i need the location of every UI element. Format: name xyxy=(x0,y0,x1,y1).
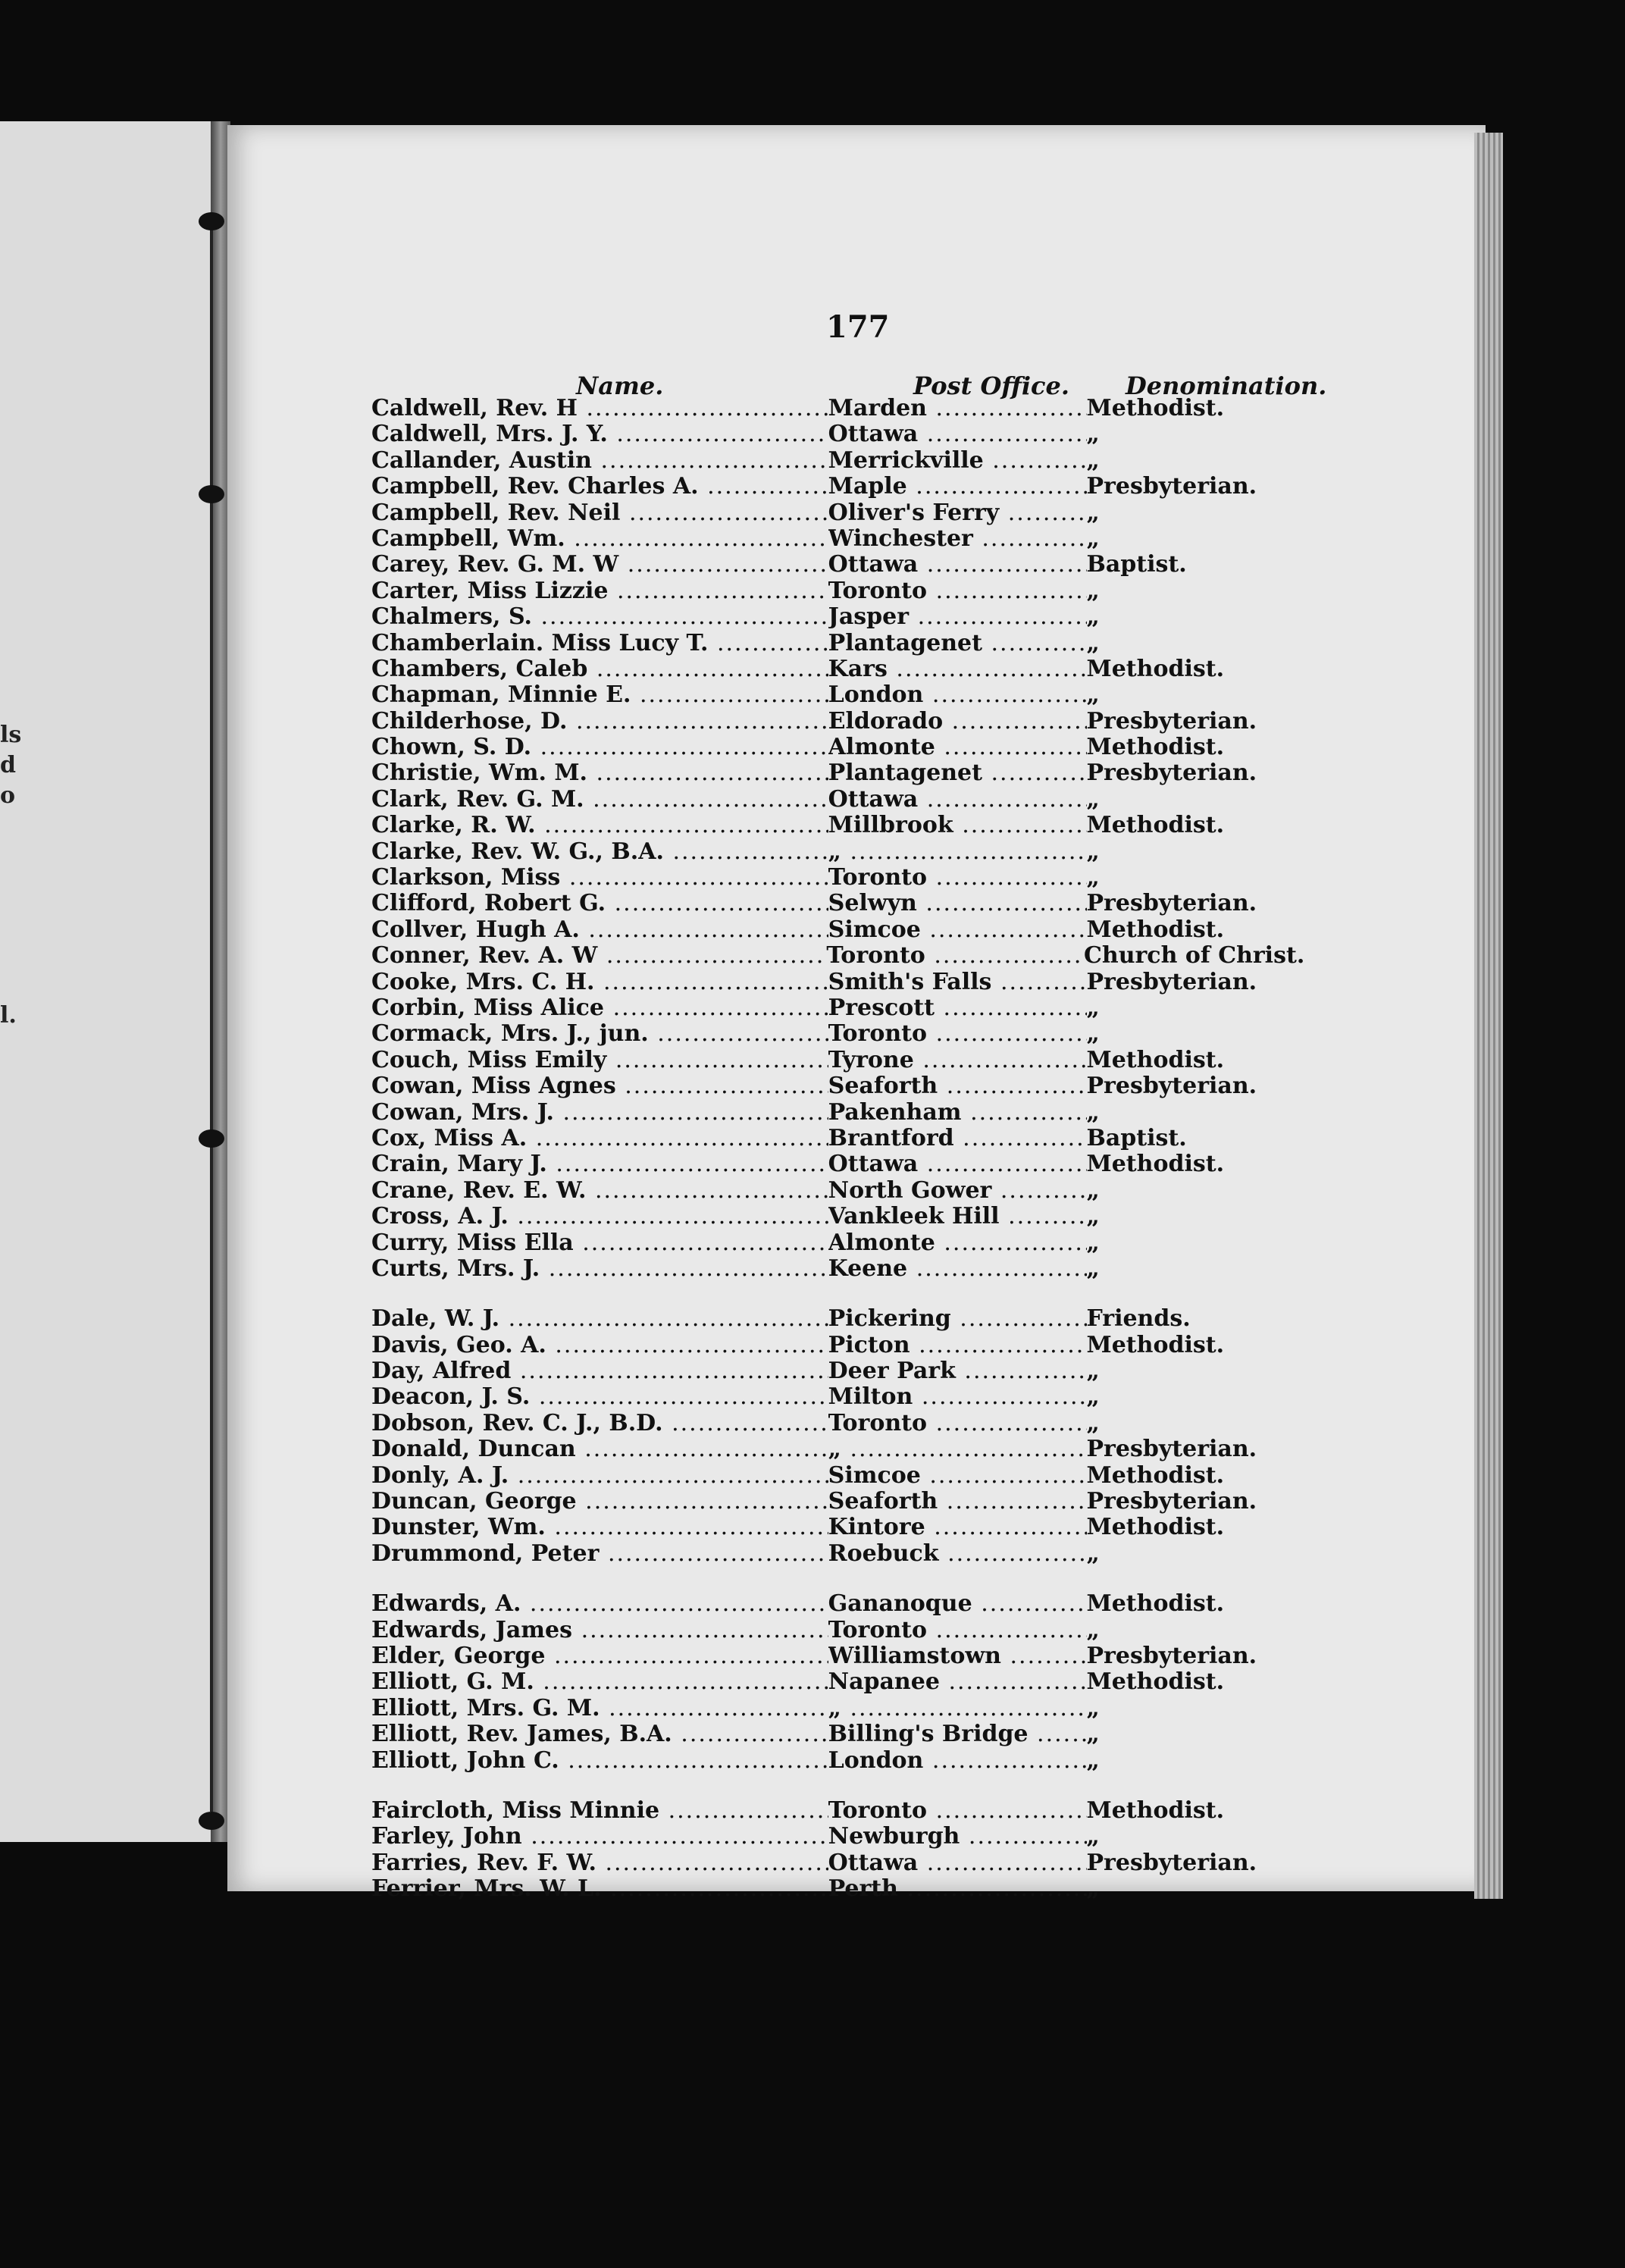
entry-denomination: „ xyxy=(1086,838,1100,865)
entry-name: Faircloth, Miss Minnie ..... xyxy=(371,1798,828,1824)
entry-denomination: Methodist. xyxy=(1086,395,1225,421)
entry-name: Cross, A. J. ..... xyxy=(371,1204,828,1230)
entry-post-office: Keene ..... xyxy=(828,1256,1087,1282)
entry-denomination: „ xyxy=(1086,1229,1100,1256)
entry-denomination: Presbyterian. xyxy=(1086,473,1257,500)
directory-entry xyxy=(371,839,1304,865)
entry-denomination: „ xyxy=(1086,1098,1100,1126)
entry-post-office: Picton ..... xyxy=(828,1333,1087,1358)
entry-denomination: Methodist. xyxy=(1086,734,1225,761)
entry-post-office: London ..... xyxy=(828,1748,1087,1774)
entry-post-office: Smith's Falls ..... xyxy=(828,970,1087,995)
entry-post-office: Perth ..... xyxy=(828,1876,1087,1902)
entry-post-office: Oliver's Ferry ..... xyxy=(828,500,1087,526)
entry-post-office: Newburgh ..... xyxy=(828,1824,1087,1850)
entry-denomination: „ xyxy=(1086,1875,1100,1903)
left-page-fragment: o xyxy=(0,782,16,809)
entry-name: Farries, Rev. F. W. ..... xyxy=(371,1850,828,1876)
entry-name: Edwards, James ..... xyxy=(371,1618,828,1643)
entry-name: Collver, Hugh A. ..... xyxy=(371,917,828,943)
directory-entry xyxy=(371,1850,1304,1876)
directory-entry xyxy=(371,1489,1304,1515)
directory-entry xyxy=(371,787,1304,813)
directory-entry xyxy=(371,735,1304,760)
entry-name: Chamberlain. Miss Lucy T. ..... xyxy=(371,631,828,656)
entry-name: Donly, A. J. ..... xyxy=(371,1463,828,1489)
directory-entry xyxy=(371,1748,1304,1774)
entry-name: Farley, John ..... xyxy=(371,1824,828,1850)
entry-name: Clarke, Rev. W. G., B.A. ..... xyxy=(371,839,828,865)
left-page-fragment: d xyxy=(0,752,16,778)
entry-denomination: Methodist. xyxy=(1086,1046,1225,1073)
left-page-fragment: ls xyxy=(0,722,22,748)
entry-denomination: „ xyxy=(1086,994,1100,1021)
directory-entry xyxy=(371,1333,1304,1358)
binding-thread xyxy=(208,212,215,1812)
thread-knot xyxy=(199,1812,224,1830)
entry-denomination: Methodist. xyxy=(1086,812,1225,839)
entry-denomination: Baptist. xyxy=(1086,1124,1187,1151)
entry-name: Campbell, Rev. Charles A. ..... xyxy=(371,474,828,500)
entry-name: Ferrier, Mrs. W. L. ..... xyxy=(371,1876,828,1902)
entry-denomination: Methodist. xyxy=(1086,1331,1225,1358)
entry-denomination: „ xyxy=(1086,1616,1100,1643)
entry-post-office: Seaforth ..... xyxy=(828,1073,1087,1099)
entry-name: Curry, Miss Ella ..... xyxy=(371,1230,828,1256)
entry-name: Dunster, Wm. ..... xyxy=(371,1515,828,1540)
entry-denomination: „ xyxy=(1086,1255,1100,1282)
directory-entry xyxy=(371,813,1304,838)
page-number: 177 xyxy=(826,309,890,345)
entry-name: Carey, Rev. G. M. W ..... xyxy=(371,552,828,578)
directory-entry xyxy=(371,891,1304,916)
entry-name: Elliott, Rev. James, B.A. ..... xyxy=(371,1721,828,1747)
directory-entry xyxy=(371,1230,1304,1256)
thread-line xyxy=(210,212,213,1812)
entry-name: Cormack, Mrs. J., jun. ..... xyxy=(371,1021,828,1047)
entry-post-office: Gananoque ..... xyxy=(828,1591,1087,1617)
entry-denomination: „ xyxy=(1086,785,1100,813)
entry-denomination: Methodist. xyxy=(1086,1590,1225,1618)
entry-post-office: Prescott ..... xyxy=(828,995,1087,1021)
entry-post-office: Ottawa ..... xyxy=(828,787,1087,813)
entry-denomination: „ xyxy=(1086,446,1100,474)
entry-name: Elliott, Mrs. G. M. ..... xyxy=(371,1696,828,1721)
directory-entry xyxy=(371,970,1304,995)
entry-name: Elliott, John C. ..... xyxy=(371,1748,828,1774)
entry-post-office: „ ..... xyxy=(828,1436,1087,1462)
directory-entry xyxy=(371,474,1304,500)
page-edges xyxy=(1474,133,1503,1899)
directory-entry xyxy=(371,1721,1304,1747)
directory-entry xyxy=(371,526,1304,552)
entry-name: Cox, Miss A. ..... xyxy=(371,1126,828,1151)
entry-name: Clifford, Robert G. ..... xyxy=(371,891,828,916)
column-header-name: Name. xyxy=(576,371,664,400)
entry-post-office: Milton ..... xyxy=(828,1384,1087,1410)
directory-entry xyxy=(371,1306,1304,1332)
directory-entry xyxy=(371,1463,1304,1489)
entry-denomination: „ xyxy=(1086,1721,1100,1748)
directory-entry xyxy=(371,1591,1304,1617)
entry-name: Campbell, Wm. ..... xyxy=(371,526,828,552)
directory-entry xyxy=(371,1178,1304,1204)
entry-denomination: Methodist. xyxy=(1086,1514,1225,1541)
directory-entry xyxy=(371,943,1304,969)
entry-denomination: Presbyterian. xyxy=(1086,1073,1257,1100)
entry-post-office: Ottawa ..... xyxy=(828,552,1087,578)
entry-name: Carter, Miss Lizzie ..... xyxy=(371,578,828,604)
entry-post-office: Merrickville ..... xyxy=(828,448,1087,474)
column-header-denomination: Denomination. xyxy=(1126,371,1327,400)
directory-entry xyxy=(371,396,1304,421)
directory-entry xyxy=(371,1100,1304,1126)
entry-name: Chapman, Minnie E. ..... xyxy=(371,682,828,708)
entry-denomination: „ xyxy=(1086,1823,1100,1850)
directory-entry xyxy=(371,656,1304,682)
column-header-post-office: Post Office. xyxy=(913,371,1069,400)
entry-post-office: Plantagenet ..... xyxy=(828,631,1087,656)
entry-post-office: Brantford ..... xyxy=(828,1126,1087,1151)
entry-post-office: Simcoe ..... xyxy=(828,1463,1087,1489)
directory-entry xyxy=(371,1384,1304,1410)
entry-post-office: Pickering ..... xyxy=(828,1306,1087,1332)
entry-denomination: Friends. xyxy=(1086,1305,1191,1333)
entry-name: Deacon, J. S. ..... xyxy=(371,1384,828,1410)
entry-post-office: Kintore ..... xyxy=(828,1515,1087,1540)
entry-denomination: Presbyterian. xyxy=(1086,1642,1257,1669)
directory-entry xyxy=(371,631,1304,656)
entry-denomination: Baptist. xyxy=(1086,551,1187,578)
entry-name: Elliott, G. M. ..... xyxy=(371,1669,828,1695)
entry-denomination: Methodist. xyxy=(1086,655,1225,682)
entry-name: Day, Alfred ..... xyxy=(371,1358,828,1384)
entry-post-office: Toronto ..... xyxy=(828,1411,1087,1436)
directory-entry xyxy=(371,760,1304,786)
entry-denomination: „ xyxy=(1086,499,1100,526)
directory-entry xyxy=(371,917,1304,943)
entry-name: Donald, Duncan ..... xyxy=(371,1436,828,1462)
entry-denomination: Methodist. xyxy=(1086,1668,1225,1696)
entry-post-office: Kars ..... xyxy=(828,656,1087,682)
entry-post-office: Almonte ..... xyxy=(828,1230,1087,1256)
entry-name: Crain, Mary J. ..... xyxy=(371,1151,828,1177)
directory-entry xyxy=(371,1358,1304,1384)
thread-knot xyxy=(199,485,224,503)
entry-post-office: Almonte ..... xyxy=(828,735,1087,760)
entry-post-office: Eldorado ..... xyxy=(828,709,1087,735)
entry-post-office: Winchester ..... xyxy=(828,526,1087,552)
entry-denomination: Presbyterian. xyxy=(1086,968,1257,995)
directory-entry xyxy=(371,1643,1304,1669)
entry-post-office: Napanee ..... xyxy=(828,1669,1087,1695)
directory-entry xyxy=(371,1876,1304,1902)
entry-denomination: Methodist. xyxy=(1086,1461,1225,1489)
entry-name: Edwards, A. ..... xyxy=(371,1591,828,1617)
directory-entry xyxy=(371,1256,1304,1282)
directory-entry xyxy=(371,1696,1304,1721)
entry-denomination: „ xyxy=(1086,1540,1100,1567)
entry-post-office: Selwyn ..... xyxy=(828,891,1087,916)
left-page-fragment: l. xyxy=(0,1002,17,1029)
entry-denomination: „ xyxy=(1086,1020,1100,1048)
entry-denomination: Presbyterian. xyxy=(1086,760,1257,787)
entry-post-office: Toronto ..... xyxy=(828,1021,1087,1047)
entry-post-office: Simcoe ..... xyxy=(828,917,1087,943)
directory-entry xyxy=(371,1048,1304,1073)
directory-entry xyxy=(371,682,1304,708)
entry-name: Crane, Rev. E. W. ..... xyxy=(371,1178,828,1204)
entry-post-office: North Gower ..... xyxy=(828,1178,1087,1204)
directory-entry xyxy=(371,1021,1304,1047)
entry-post-office: London ..... xyxy=(828,682,1087,708)
entry-denomination: „ xyxy=(1086,1176,1100,1204)
directory-entry xyxy=(371,1618,1304,1643)
entry-post-office: Williamstown ..... xyxy=(828,1643,1087,1669)
entry-post-office: Ottawa ..... xyxy=(828,1850,1087,1876)
entry-denomination: „ xyxy=(1086,1203,1100,1230)
directory-entry xyxy=(371,1151,1304,1177)
entry-denomination: „ xyxy=(1086,421,1100,448)
directory-entry xyxy=(371,448,1304,474)
directory-entry xyxy=(371,1824,1304,1850)
directory-entry xyxy=(371,1669,1304,1695)
entry-name: Elder, George ..... xyxy=(371,1643,828,1669)
entry-name: Caldwell, Rev. H ..... xyxy=(371,396,828,421)
entry-post-office: Pakenham ..... xyxy=(828,1100,1087,1126)
entry-name: Clark, Rev. G. M. ..... xyxy=(371,787,828,813)
left-page xyxy=(0,121,212,1842)
entry-name: Cooke, Mrs. C. H. ..... xyxy=(371,970,828,995)
directory-entry xyxy=(371,1204,1304,1230)
entry-denomination: Presbyterian. xyxy=(1086,890,1257,917)
entry-denomination: „ xyxy=(1086,1383,1100,1411)
directory-entry xyxy=(371,1436,1304,1462)
entry-name: Dale, W. J. ..... xyxy=(371,1306,828,1332)
directory-entry xyxy=(371,1515,1304,1540)
entry-denomination: „ xyxy=(1086,525,1100,552)
entry-denomination: „ xyxy=(1086,1358,1100,1385)
entry-name: Davis, Geo. A. ..... xyxy=(371,1333,828,1358)
entry-name: Childerhose, D. ..... xyxy=(371,709,828,735)
entry-post-office: Roebuck ..... xyxy=(828,1541,1087,1567)
entry-denomination: „ xyxy=(1086,864,1100,891)
thread-knot xyxy=(199,212,224,230)
entry-name: Clarke, R. W. ..... xyxy=(371,813,828,838)
entry-post-office: Tyrone ..... xyxy=(828,1048,1087,1073)
entry-post-office: Ottawa ..... xyxy=(828,421,1087,447)
entry-post-office: Jasper ..... xyxy=(828,604,1087,630)
entry-post-office: Toronto ..... xyxy=(826,943,1084,969)
entry-name: Campbell, Rev. Neil ..... xyxy=(371,500,828,526)
directory-entry xyxy=(371,709,1304,735)
entry-name: Christie, Wm. M. ..... xyxy=(371,760,828,786)
entry-post-office: Toronto ..... xyxy=(828,1798,1087,1824)
entry-post-office: Toronto ..... xyxy=(828,578,1087,604)
entry-name: Cowan, Mrs. J. ..... xyxy=(371,1100,828,1126)
entry-denomination: Methodist. xyxy=(1086,1797,1225,1824)
entry-denomination: Church of Christ. xyxy=(1084,942,1305,970)
entry-name: Caldwell, Mrs. J. Y. ..... xyxy=(371,421,828,447)
entry-name: Chown, S. D. ..... xyxy=(371,735,828,760)
entry-name: Curts, Mrs. J. ..... xyxy=(371,1256,828,1282)
entry-post-office: Toronto ..... xyxy=(828,1618,1087,1643)
directory-entry xyxy=(371,421,1304,447)
entry-name: Conner, Rev. A. W ..... xyxy=(371,943,826,969)
entry-post-office: Maple ..... xyxy=(828,474,1087,500)
directory-entry xyxy=(371,865,1304,891)
entry-name: Couch, Miss Emily ..... xyxy=(371,1048,828,1073)
directory-entry xyxy=(371,578,1304,604)
directory-list xyxy=(371,396,1304,1902)
entry-post-office: „ ..... xyxy=(828,839,1087,865)
directory-entry xyxy=(371,995,1304,1021)
entry-denomination: „ xyxy=(1086,1746,1100,1774)
directory-entry xyxy=(371,1126,1304,1151)
entry-name: Chambers, Caleb ..... xyxy=(371,656,828,682)
directory-entry xyxy=(371,1798,1304,1824)
entry-denomination: Presbyterian. xyxy=(1086,1849,1257,1876)
entry-post-office: Billing's Bridge ..... xyxy=(828,1721,1087,1747)
entry-post-office: Plantagenet ..... xyxy=(828,760,1087,786)
entry-post-office: Millbrook ..... xyxy=(828,813,1087,838)
entry-name: Chalmers, S. ..... xyxy=(371,604,828,630)
directory-entry xyxy=(371,1073,1304,1099)
entry-name: Duncan, George ..... xyxy=(371,1489,828,1515)
entry-denomination: Presbyterian. xyxy=(1086,1436,1257,1463)
entry-post-office: Ottawa ..... xyxy=(828,1151,1087,1177)
entry-denomination: „ xyxy=(1086,681,1100,709)
entry-post-office: Deer Park ..... xyxy=(828,1358,1087,1384)
directory-entry xyxy=(371,552,1304,578)
directory-entry xyxy=(371,1541,1304,1567)
entry-denomination: „ xyxy=(1086,1694,1100,1721)
entry-denomination: Presbyterian. xyxy=(1086,707,1257,735)
directory-entry xyxy=(371,500,1304,526)
entry-name: Cowan, Miss Agnes ..... xyxy=(371,1073,828,1099)
entry-name: Dobson, Rev. C. J., B.D. ..... xyxy=(371,1411,828,1436)
entry-post-office: Marden ..... xyxy=(828,396,1087,421)
entry-denomination: Presbyterian. xyxy=(1086,1488,1257,1515)
left-page-text-fragments xyxy=(0,720,21,1031)
entry-post-office: „ ..... xyxy=(828,1696,1087,1721)
directory-entry xyxy=(371,1411,1304,1436)
entry-name: Drummond, Peter ..... xyxy=(371,1541,828,1567)
entry-denomination: Methodist. xyxy=(1086,1151,1225,1178)
entry-name: Callander, Austin ..... xyxy=(371,448,828,474)
entry-post-office: Seaforth ..... xyxy=(828,1489,1087,1515)
entry-name: Clarkson, Miss ..... xyxy=(371,865,828,891)
entry-denomination: „ xyxy=(1086,1409,1100,1436)
entry-denomination: „ xyxy=(1086,577,1100,604)
entry-denomination: „ xyxy=(1086,603,1100,631)
thread-knot xyxy=(199,1129,224,1148)
entry-post-office: Vankleek Hill ..... xyxy=(828,1204,1087,1230)
directory-entry xyxy=(371,604,1304,630)
entry-name: Corbin, Miss Alice ..... xyxy=(371,995,828,1021)
entry-denomination: Methodist. xyxy=(1086,916,1225,943)
entry-denomination: „ xyxy=(1086,629,1100,656)
entry-post-office: Toronto ..... xyxy=(828,865,1087,891)
